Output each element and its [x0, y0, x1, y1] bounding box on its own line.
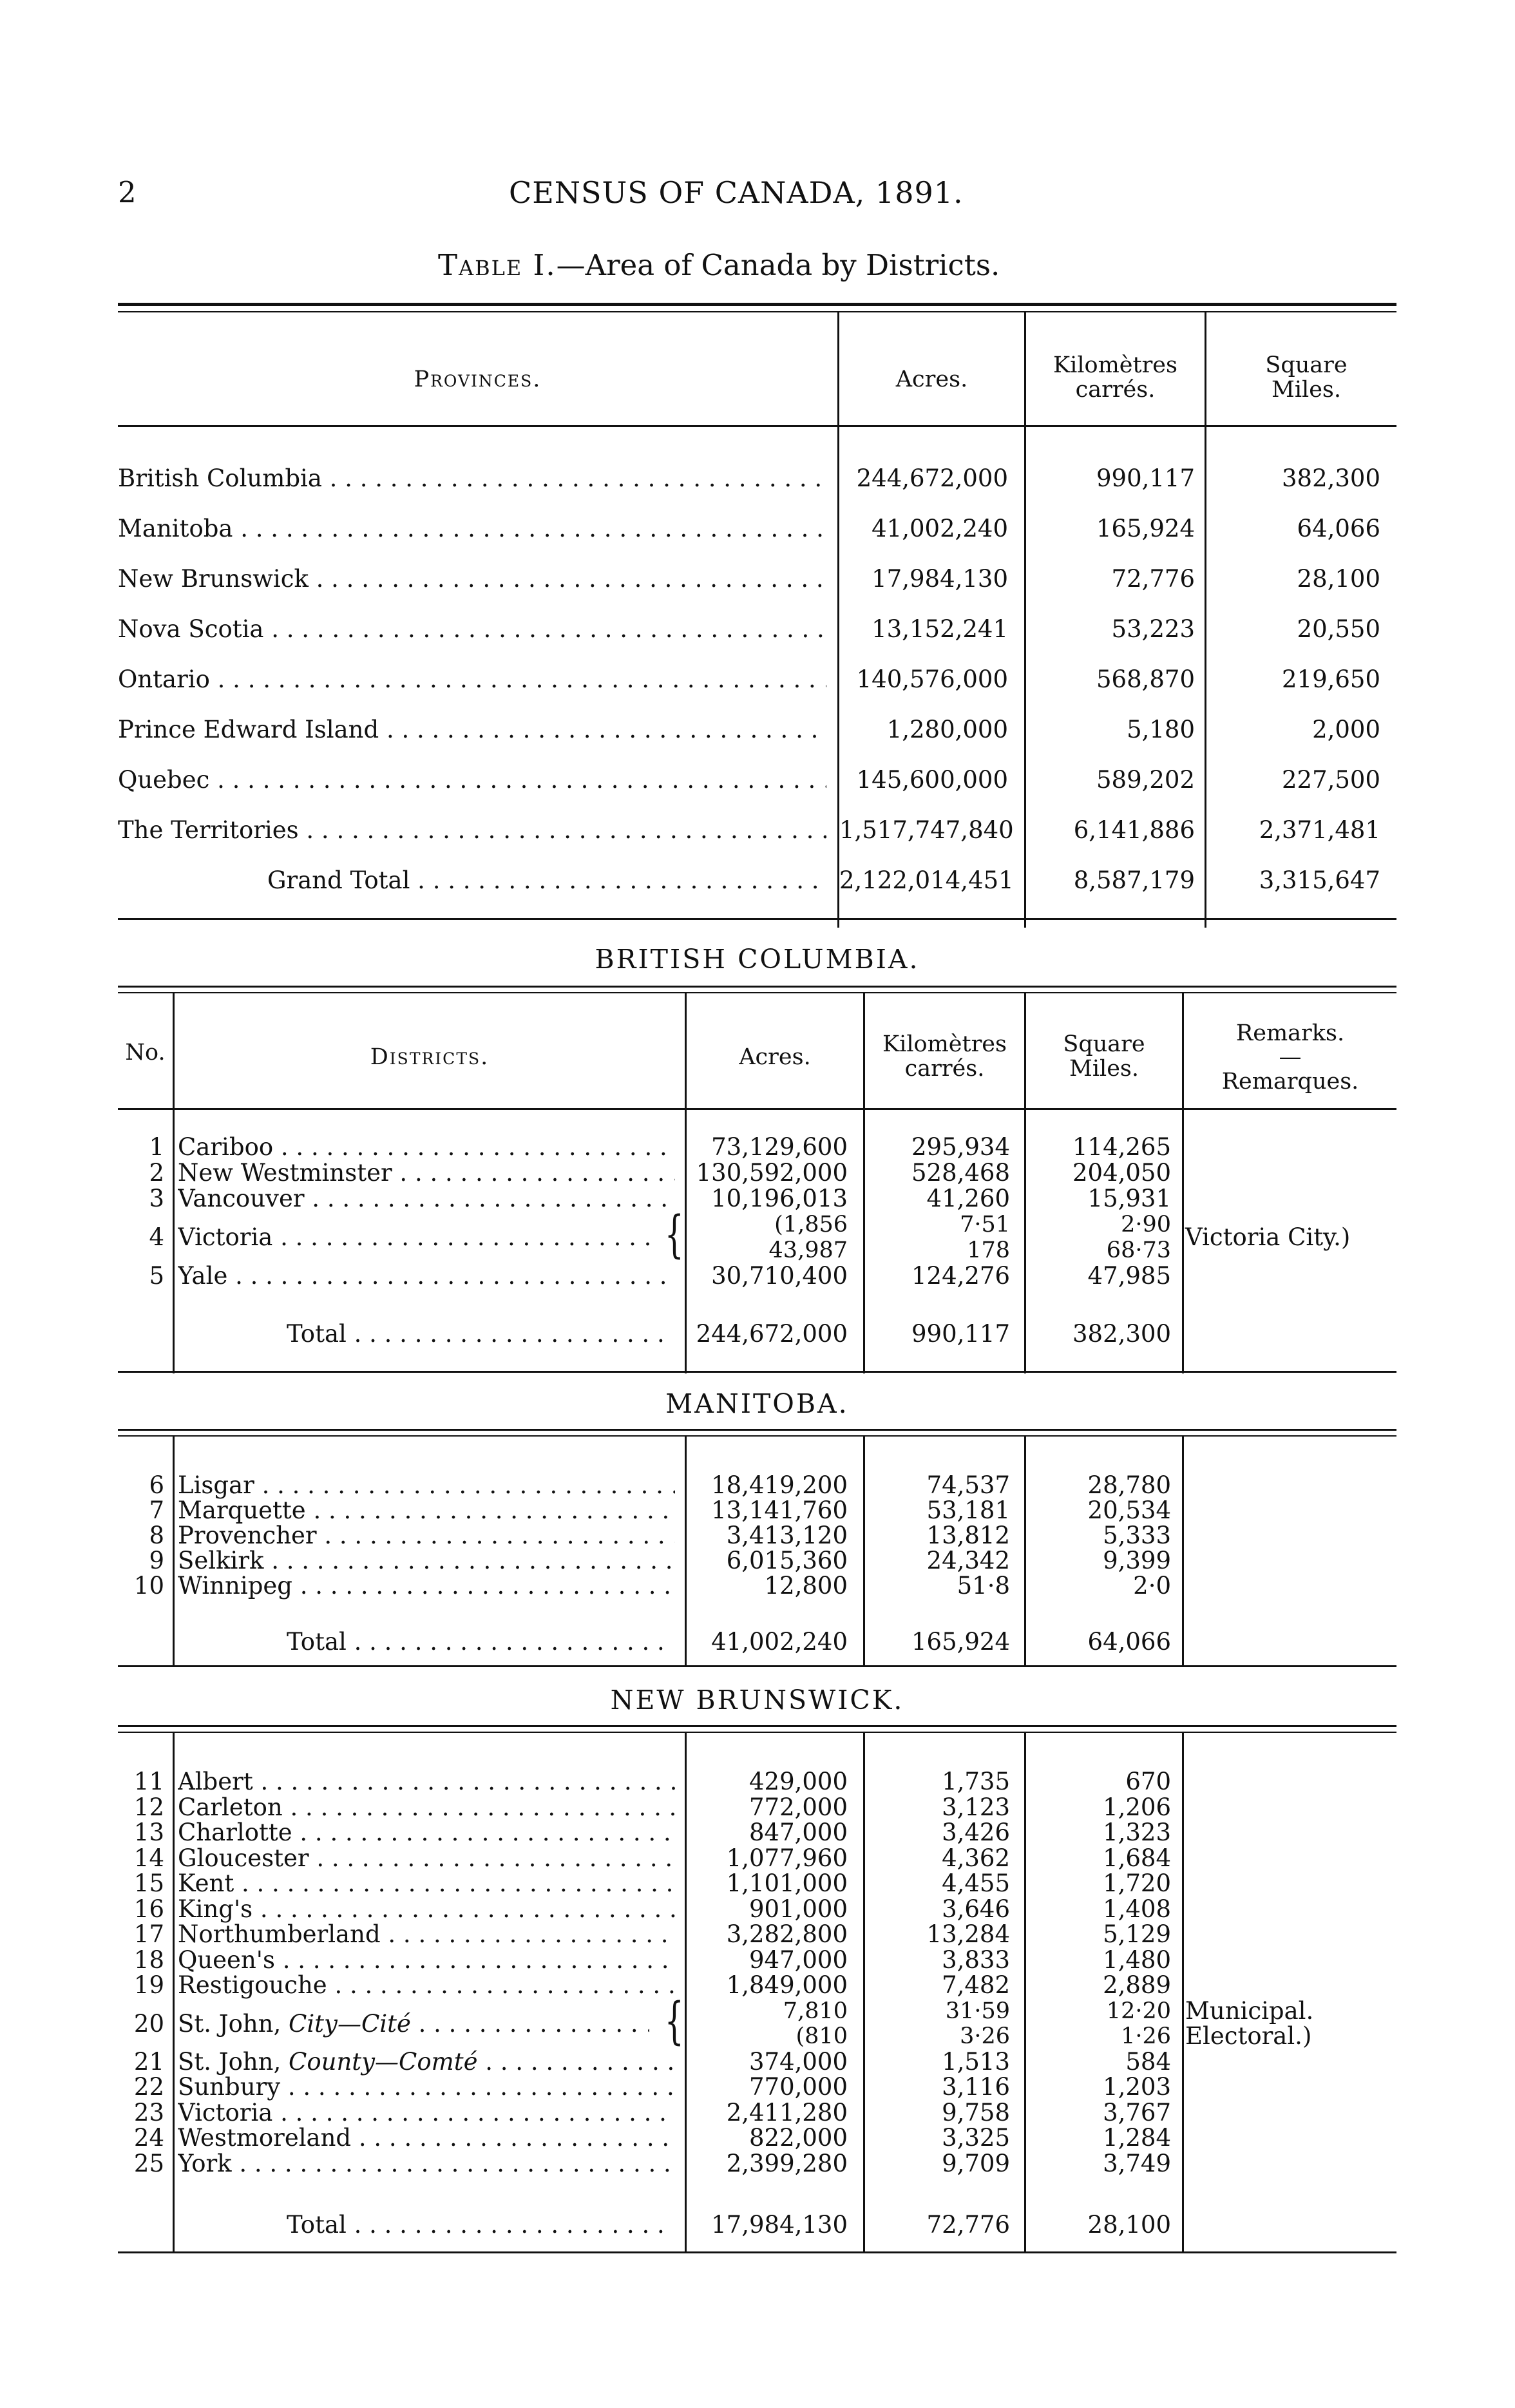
province-name: Prince Edward Island . . .: [118, 716, 826, 743]
province-sq: 28,100: [1297, 565, 1380, 593]
district-acres: 130,592,000: [696, 1159, 848, 1187]
district-acres-sub-a: 7,810: [783, 1998, 848, 2024]
district-sq: 1,408: [1103, 1895, 1171, 1923]
rule: [118, 303, 1396, 306]
district-acres-sub-b: 43,987: [768, 1237, 848, 1263]
section-total-acres: 17,984,130: [711, 2211, 848, 2239]
province-km: 589,202: [1096, 766, 1195, 794]
district-number: 11: [133, 1768, 164, 1795]
brace-glyph: {: [664, 1206, 684, 1264]
grand-total-label: Grand Total . . .: [267, 867, 826, 894]
province-sq: 227,500: [1281, 766, 1380, 794]
district-remark-b: Electoral.): [1185, 2022, 1312, 2050]
district-sq: 3,767: [1103, 2098, 1171, 2126]
district-number: 8: [149, 1522, 164, 1549]
province-acres: 1,280,000: [886, 716, 1008, 743]
district-acres: 1,849,000: [726, 1971, 848, 1999]
district-sq-sub-b: 68·73: [1106, 1237, 1171, 1263]
district-acres: 3,413,120: [726, 1522, 848, 1549]
district-km: 41,260: [926, 1185, 1010, 1212]
rule: [118, 2251, 1396, 2253]
section-total-acres: 244,672,000: [696, 1320, 848, 1348]
page-number: 2: [118, 175, 137, 209]
district-name: York . . .: [178, 2150, 675, 2177]
district-km: 51·8: [957, 1572, 1010, 1600]
rule: [118, 918, 1396, 920]
district-km: 13,284: [926, 1920, 1010, 1948]
district-number: 10: [133, 1572, 164, 1600]
district-sq-sub-b: 1·26: [1121, 2023, 1171, 2049]
district-number: 2: [149, 1159, 164, 1187]
header-provinces: Provinces.: [414, 367, 542, 392]
district-number: 15: [133, 1869, 164, 1897]
province-acres: 145,600,000: [856, 766, 1008, 794]
district-km: 528,468: [911, 1159, 1010, 1187]
district-sq: 1,684: [1103, 1844, 1171, 1872]
district-name: Northumberland . . .: [178, 1921, 675, 1948]
district-km: 1,513: [942, 2047, 1010, 2076]
district-acres: 822,000: [748, 2124, 848, 2152]
district-number: 13: [133, 1819, 164, 1846]
header-km: Kilomètres carrés.: [1053, 352, 1177, 403]
section-title-manitoba: MANITOBA.: [665, 1388, 849, 1419]
district-name-part: St. John,: [178, 2010, 289, 2038]
district-acres: 772,000: [748, 1793, 848, 1821]
district-km: 24,342: [926, 1547, 1010, 1574]
grand-total-sq: 3,315,647: [1259, 866, 1380, 894]
section-total-label: Total . . .: [287, 1321, 673, 1348]
district-number: 20: [133, 2009, 164, 2038]
district-km: 9,709: [942, 2149, 1010, 2177]
header-no: No.: [125, 1040, 166, 1065]
province-acres: 140,576,000: [856, 665, 1008, 693]
province-acres: 13,152,241: [872, 615, 1008, 643]
district-name-italic: City—Cité: [289, 2010, 411, 2038]
district-sq: 5,333: [1103, 1522, 1171, 1549]
district-acres: 947,000: [748, 1945, 848, 1974]
header-acres: Acres.: [739, 1044, 811, 1070]
district-number: 23: [133, 2098, 164, 2126]
province-name: Manitoba . . .: [118, 515, 826, 542]
district-name: Provencher . . .: [178, 1522, 675, 1549]
province-name: British Columbia . . .: [118, 465, 826, 492]
column-rule: [173, 1733, 175, 2251]
district-number: 17: [133, 1920, 164, 1948]
district-number: 16: [133, 1895, 164, 1923]
table-title: —Area of Canada by Districts.: [556, 248, 1000, 282]
district-sq: 584: [1125, 2047, 1171, 2076]
province-name: Nova Scotia . . .: [118, 616, 826, 643]
district-km-sub-b: 3·26: [960, 2023, 1010, 2049]
rule: [118, 1429, 1396, 1431]
rule: [118, 986, 1396, 988]
section-total-km: 165,924: [911, 1628, 1010, 1656]
province-acres: 1,517,747,840: [839, 816, 1014, 844]
district-km: 124,276: [911, 1262, 1010, 1290]
header-remarks-dash: —: [1279, 1044, 1302, 1070]
district-acres-sub-a: (1,856: [774, 1212, 848, 1237]
district-sq: 20,534: [1087, 1496, 1171, 1524]
district-acres: 429,000: [748, 1768, 848, 1795]
district-name: Selkirk . . .: [178, 1547, 675, 1574]
district-km: 9,758: [942, 2098, 1010, 2126]
table-label: Table I.: [438, 248, 557, 282]
district-sq: 1,206: [1103, 1793, 1171, 1821]
district-number: 19: [133, 1971, 164, 1999]
district-name: Charlotte . . .: [178, 1819, 675, 1846]
district-name: Restigouche . . .: [178, 1972, 675, 1999]
province-km: 165,924: [1096, 515, 1195, 542]
district-km: 1,735: [942, 1768, 1010, 1795]
section-total-sq: 64,066: [1087, 1628, 1171, 1656]
district-acres: 374,000: [748, 2047, 848, 2076]
district-name-part: St. John,: [178, 2048, 289, 2076]
province-km: 568,870: [1096, 665, 1195, 693]
district-number: 9: [149, 1547, 164, 1574]
district-acres: 2,411,280: [726, 2098, 848, 2126]
district-sq: 1,323: [1103, 1819, 1171, 1846]
province-km: 53,223: [1111, 615, 1195, 643]
section-total-label: Total . . .: [287, 2212, 673, 2239]
district-name-italic: County—Comté: [289, 2048, 478, 2076]
district-acres: 18,419,200: [711, 1471, 848, 1499]
table-caption: [438, 248, 1000, 282]
rule: [118, 1108, 1396, 1110]
district-acres: 2,399,280: [726, 2149, 848, 2177]
district-sq: 1,203: [1103, 2073, 1171, 2101]
province-name: New Brunswick . . .: [118, 566, 826, 593]
district-sq: 2·0: [1133, 1572, 1171, 1600]
province-sq: 2,371,481: [1259, 816, 1380, 844]
section-total-km: 72,776: [926, 2211, 1010, 2239]
district-name: Albert . . .: [178, 1768, 675, 1795]
header-remarks: Remarks.: [1235, 1020, 1345, 1046]
section-total-sq: 382,300: [1072, 1320, 1171, 1348]
district-name: Cariboo . . .: [178, 1134, 675, 1161]
district-number: 24: [133, 2124, 164, 2152]
province-acres: 17,984,130: [872, 565, 1008, 593]
district-sq: 2,889: [1103, 1971, 1171, 1999]
province-name: The Territories . . .: [118, 817, 826, 844]
rule: [118, 1435, 1396, 1437]
district-remark-a: Municipal.: [1185, 1996, 1314, 2025]
district-sq: 47,985: [1087, 1262, 1171, 1290]
district-km-sub-a: 7·51: [960, 1212, 1010, 1237]
district-remark: Victoria City.): [1185, 1223, 1351, 1251]
district-km: 3,116: [942, 2073, 1010, 2101]
province-km: 6,141,886: [1073, 816, 1195, 844]
district-acres-sub-b: (810: [796, 2023, 848, 2049]
province-name: Ontario . . .: [118, 666, 826, 693]
district-km: 4,362: [942, 1844, 1010, 1872]
district-km: 53,181: [926, 1496, 1010, 1524]
district-acres: 12,800: [764, 1572, 848, 1600]
section-title-british-columbia: BRITISH COLUMBIA.: [595, 944, 920, 975]
district-acres: 770,000: [748, 2073, 848, 2101]
district-sq-sub-a: 12·20: [1106, 1998, 1171, 2024]
district-name: New Westminster . . .: [178, 1160, 675, 1187]
header-remarques: Remarques.: [1221, 1069, 1359, 1094]
district-km: 3,325: [942, 2124, 1010, 2152]
district-sq: 28,780: [1087, 1471, 1171, 1499]
district-sq: 1,284: [1103, 2124, 1171, 2152]
header-districts: Districts.: [370, 1044, 490, 1070]
district-number: 21: [133, 2047, 164, 2076]
district-name: Queen's . . .: [178, 1947, 675, 1974]
column-rule: [1182, 1733, 1184, 2251]
district-km: 7,482: [942, 1971, 1010, 1999]
district-km: 13,812: [926, 1522, 1010, 1549]
district-name: Westmoreland . . .: [178, 2125, 675, 2152]
province-km: 5,180: [1127, 716, 1195, 743]
district-km: 3,426: [942, 1819, 1010, 1846]
district-number: 7: [149, 1496, 164, 1524]
province-name: Quebec . . .: [118, 767, 826, 794]
rule: [118, 992, 1396, 993]
header-acres: Acres.: [895, 367, 968, 392]
section-total-km: 990,117: [911, 1320, 1010, 1348]
district-name: [178, 2011, 649, 2038]
district-name: King's . . .: [178, 1896, 675, 1923]
district-number: 1: [149, 1133, 164, 1161]
district-km: 3,646: [942, 1895, 1010, 1923]
rule: [118, 425, 1396, 427]
district-km: 3,833: [942, 1945, 1010, 1974]
district-name: [178, 2049, 675, 2076]
district-acres: 847,000: [748, 1819, 848, 1846]
district-acres: 901,000: [748, 1895, 848, 1923]
district-number: 22: [133, 2073, 164, 2101]
district-acres: 6,015,360: [726, 1547, 848, 1574]
rule: [118, 1665, 1396, 1667]
section-title-new-brunswick: NEW BRUNSWICK.: [610, 1685, 904, 1715]
column-rule: [173, 1437, 175, 1665]
district-name: Carleton . . .: [178, 1794, 675, 1821]
section-total-label: Total . . .: [287, 1629, 673, 1656]
district-acres: 1,077,960: [726, 1844, 848, 1872]
running-title: CENSUS OF CANADA, 1891.: [509, 175, 964, 210]
rule: [118, 1371, 1396, 1373]
district-name: Victoria . . .: [178, 1224, 649, 1251]
column-rule: [1182, 1437, 1184, 1665]
district-sq: 9,399: [1103, 1547, 1171, 1574]
district-number: 5: [149, 1262, 164, 1290]
grand-total-acres: 2,122,014,451: [839, 866, 1014, 894]
district-sq: 204,050: [1072, 1159, 1171, 1187]
district-number: 6: [149, 1471, 164, 1499]
district-acres: 30,710,400: [711, 1262, 848, 1290]
district-km-sub-a: 31·59: [945, 1998, 1010, 2024]
brace-glyph: {: [664, 1992, 684, 2050]
district-acres: 3,282,800: [726, 1920, 848, 1948]
district-acres: 1,101,000: [726, 1869, 848, 1897]
district-name: Marquette . . .: [178, 1497, 675, 1524]
district-name: Kent . . .: [178, 1870, 675, 1897]
province-sq: 219,650: [1281, 665, 1380, 693]
header-sq: Square Miles.: [1265, 352, 1348, 403]
grand-total-km: 8,587,179: [1073, 866, 1195, 894]
province-km: 72,776: [1111, 565, 1195, 593]
rule: [118, 1732, 1396, 1733]
district-name: Yale . . .: [178, 1263, 675, 1290]
province-sq: 2,000: [1312, 716, 1380, 743]
district-km-sub-b: 178: [967, 1237, 1010, 1263]
province-acres: 244,672,000: [856, 464, 1008, 492]
district-acres: 10,196,013: [711, 1185, 848, 1212]
district-number: 12: [133, 1793, 164, 1821]
district-number: 3: [149, 1185, 164, 1212]
rule: [118, 1725, 1396, 1727]
province-sq: 64,066: [1297, 515, 1380, 542]
district-sq: 3,749: [1103, 2149, 1171, 2177]
district-name: Vancouver . . .: [178, 1185, 675, 1212]
header-km: Kilomètres carrés.: [882, 1031, 1007, 1082]
district-sq: 1,720: [1103, 1869, 1171, 1897]
district-number: 18: [133, 1945, 164, 1974]
district-number: 25: [133, 2149, 164, 2177]
province-acres: 41,002,240: [872, 515, 1008, 542]
province-km: 990,117: [1096, 464, 1195, 492]
district-name: Victoria . . .: [178, 2099, 675, 2126]
province-sq: 382,300: [1281, 464, 1380, 492]
district-name: Lisgar . . .: [178, 1472, 675, 1499]
district-name: Winnipeg . . .: [178, 1572, 675, 1600]
district-number: 4: [149, 1223, 164, 1251]
district-sq: 1,480: [1103, 1945, 1171, 1974]
district-sq: 15,931: [1087, 1185, 1171, 1212]
district-km: 295,934: [911, 1133, 1010, 1161]
district-name: Sunbury . . .: [178, 2074, 675, 2101]
section-total-sq: 28,100: [1087, 2211, 1171, 2239]
district-acres: 13,141,760: [711, 1496, 848, 1524]
district-acres: 73,129,600: [711, 1133, 848, 1161]
district-sq: 5,129: [1103, 1920, 1171, 1948]
district-sq: 670: [1125, 1768, 1171, 1795]
district-km: 74,537: [926, 1471, 1010, 1499]
district-km: 3,123: [942, 1793, 1010, 1821]
district-name: Gloucester . . .: [178, 1845, 675, 1872]
district-number: 14: [133, 1844, 164, 1872]
district-sq: 114,265: [1072, 1133, 1171, 1161]
district-sq-sub-a: 2·90: [1121, 1212, 1171, 1237]
province-sq: 20,550: [1297, 615, 1380, 643]
section-total-acres: 41,002,240: [711, 1628, 848, 1656]
header-sq: Square Miles.: [1063, 1031, 1145, 1082]
district-km: 4,455: [942, 1869, 1010, 1897]
